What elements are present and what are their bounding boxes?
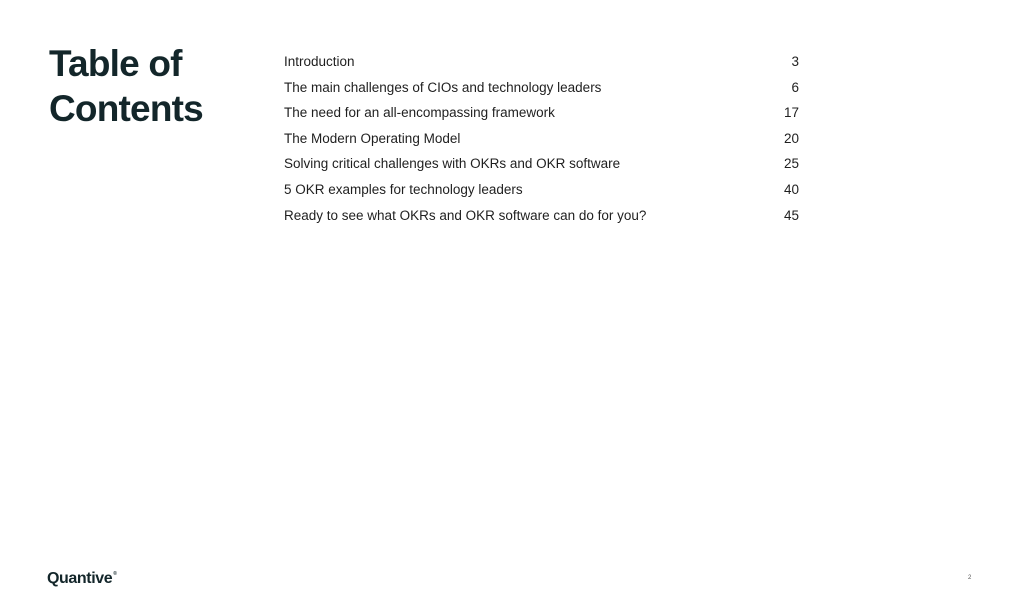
toc-entry-page: 20 [783,130,799,146]
page-number: 2 [968,575,972,581]
toc-entry-title: The main challenges of CIOs and technology leaders [284,79,602,95]
toc-entry-page: 6 [791,79,799,95]
page-title: Table of Contents [49,43,203,129]
toc-entry-title: Ready to see what OKRs and OKR software can do for you? [284,207,647,223]
registered-mark-icon: ® [113,571,117,577]
toc-entry[interactable] [284,75,799,101]
quantive-logo [47,570,117,588]
toc-entry-title: The need for an all-encompassing framework [284,105,555,121]
toc-entry-page: 17 [783,105,799,121]
toc-entry[interactable] [284,100,799,126]
toc-entry-page: 45 [783,207,799,223]
toc-entry[interactable] [284,126,799,152]
toc-entry-page: 40 [783,181,799,197]
toc-entry-title: The Modern Operating Model [284,130,461,146]
table-of-contents [284,49,799,228]
toc-entry[interactable] [284,177,799,203]
toc-entry-page: 25 [783,156,799,172]
toc-entry[interactable] [284,203,799,229]
toc-entry-page: 3 [791,54,799,69]
toc-entry-title: Solving critical challenges with OKRs and OKR software [284,156,621,172]
toc-entry-title: Introduction [284,54,355,69]
toc-entry-title: 5 OKR examples for technology leaders [284,181,523,197]
toc-entry[interactable] [284,151,799,177]
toc-entry[interactable] [284,49,799,75]
logo-text: Quantive [47,570,113,587]
